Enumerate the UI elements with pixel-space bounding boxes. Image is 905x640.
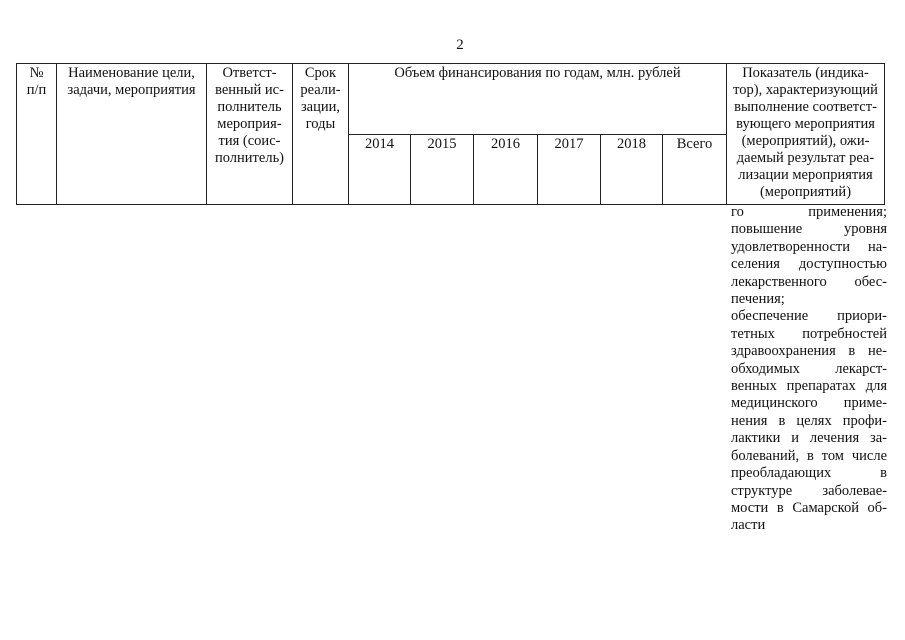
header-indicator: Показатель (индика- тор), характеризующий выполнение соответст- вующего мероприятия (мероприятий), ожи- даемый результат реа- лизации мероприятия (мероприятий) bbox=[727, 64, 885, 205]
text-line: преобладающих в bbox=[731, 465, 887, 482]
header-term: Срок реали- зации, годы bbox=[293, 64, 349, 205]
header-total: Всего bbox=[663, 134, 727, 205]
text-line: нения в целях профи- bbox=[731, 412, 887, 429]
header-funding: Объем финансирования по годам, млн. рублей bbox=[349, 64, 727, 135]
text-line: удовлетворенности на- bbox=[731, 238, 887, 255]
text-line: лактики и лечения за- bbox=[731, 430, 887, 447]
header-year-2014: 2014 bbox=[349, 134, 411, 205]
text-line: болеваний, в том числе bbox=[731, 447, 887, 464]
header-year-2016: 2016 bbox=[474, 134, 538, 205]
text-line: мости в Самарской об- bbox=[731, 499, 887, 516]
text-line: повышение уровня bbox=[731, 221, 887, 238]
text-line: обходимых лекарст- bbox=[731, 360, 887, 377]
text-line: венных препаратах для bbox=[731, 378, 887, 395]
text-line: селения доступностью bbox=[731, 256, 887, 273]
text-line: тетных потребностей bbox=[731, 325, 887, 342]
text-line: обеспечение приори- bbox=[731, 308, 887, 325]
text-line: здравоохранения в не- bbox=[731, 343, 887, 360]
header-year-2017: 2017 bbox=[538, 134, 601, 205]
header-year-2015: 2015 bbox=[411, 134, 474, 205]
header-responsible: Ответст- венный ис- полнитель мероприя- тия (соис- полнитель) bbox=[207, 64, 293, 205]
page-number: 2 bbox=[456, 37, 464, 53]
text-line: печения; bbox=[731, 291, 785, 308]
text-line: лекарственного обес- bbox=[731, 273, 887, 290]
program-table-header bbox=[16, 63, 885, 205]
text-line: ласти bbox=[731, 517, 766, 534]
text-line: структуре заболевае- bbox=[731, 482, 887, 499]
header-name: Наименование цели, задачи, мероприятия bbox=[57, 64, 207, 205]
header-year-2018: 2018 bbox=[601, 134, 663, 205]
text-line: медицинского приме- bbox=[731, 395, 887, 412]
text-line: го применения; bbox=[731, 204, 887, 220]
indicator-continuation-text bbox=[731, 204, 887, 535]
header-number: № п/п bbox=[17, 64, 57, 205]
